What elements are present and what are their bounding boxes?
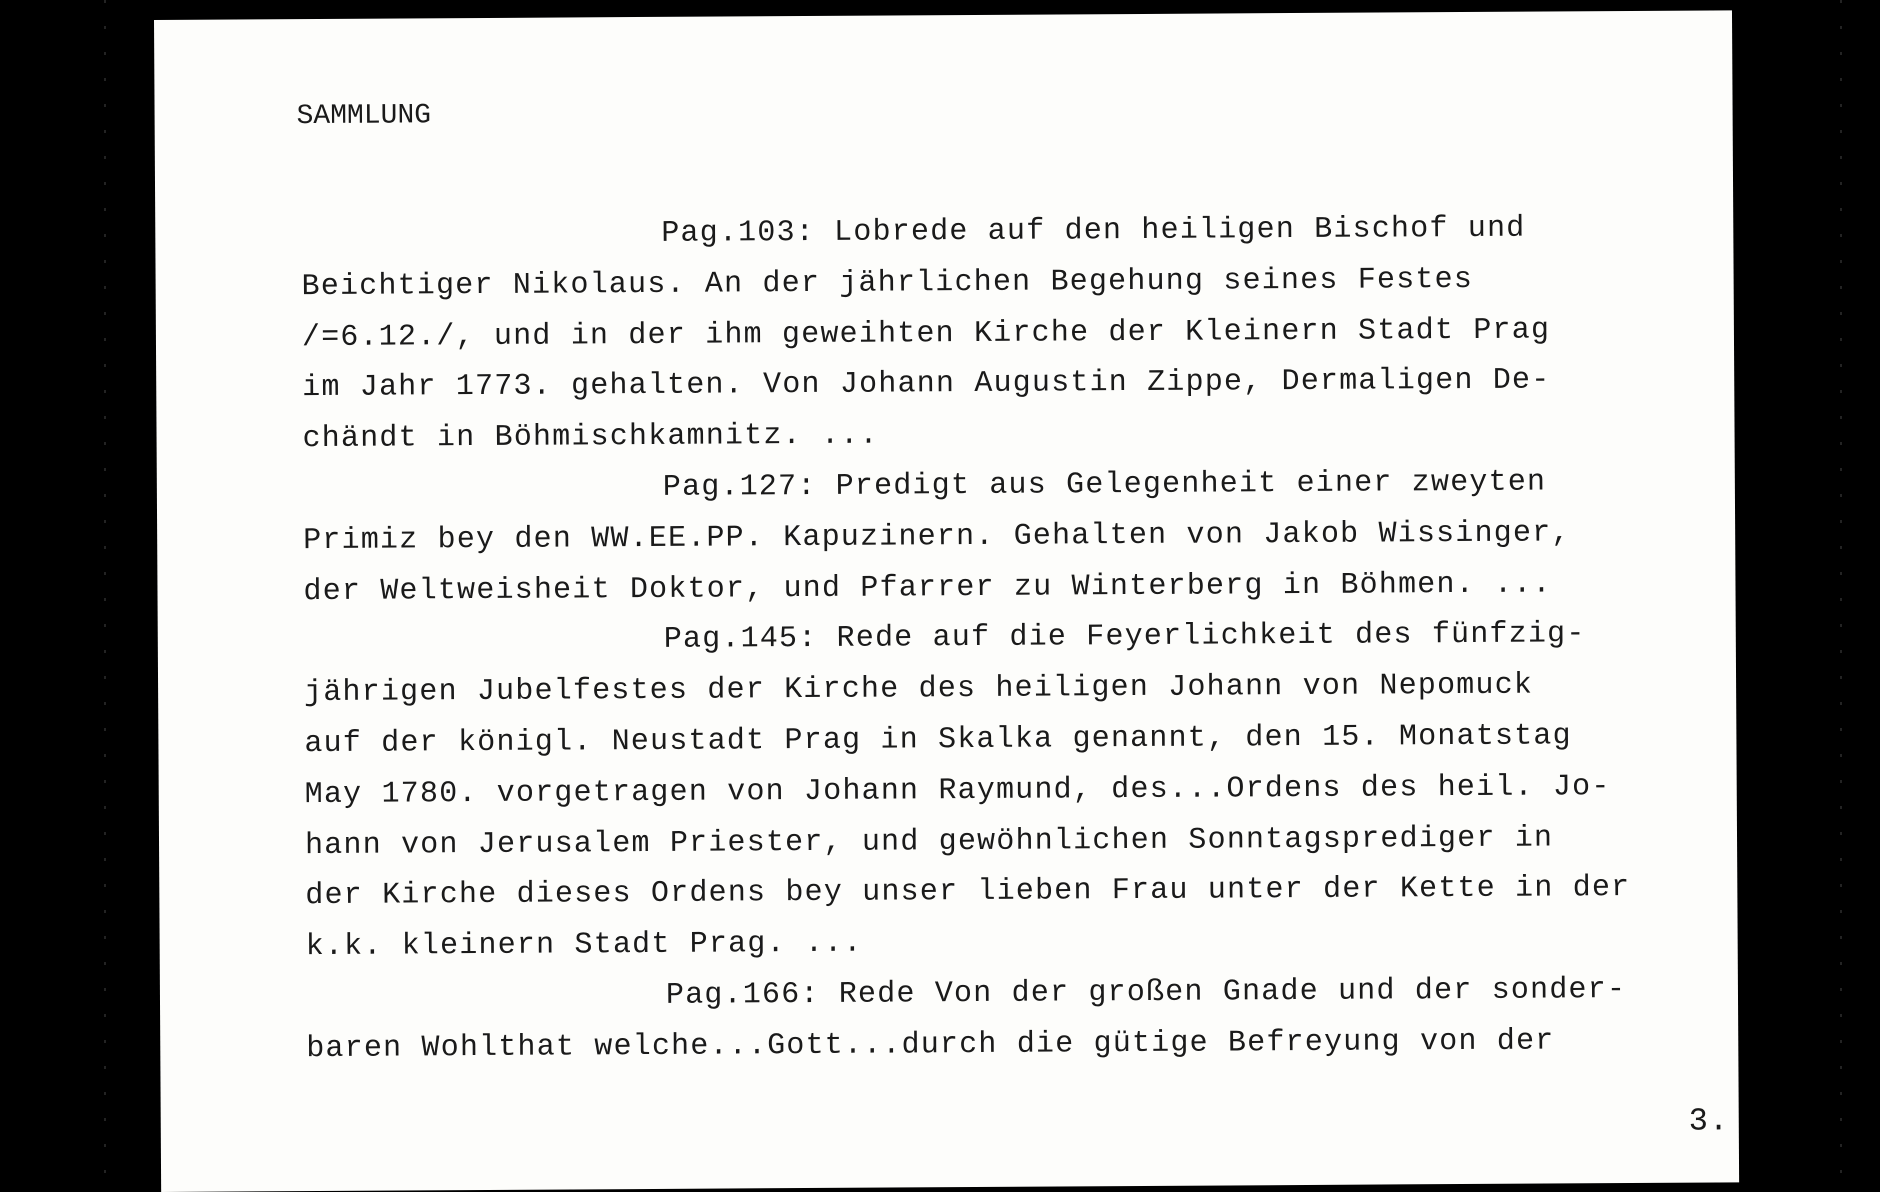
left-edge-dots [104, 0, 106, 1192]
text-line: chändt in Böhmischkamnitz. ... [302, 418, 879, 457]
text-line: /=6.12./, und in der ihm geweihten Kirche der Kleinern Stadt Prag [301, 313, 1551, 355]
text-line: auf der königl. Neustadt Prag in Skalka genannt, den 15. Monatstag [304, 719, 1572, 762]
text-line: Pag.103: Lobrede auf den heiligen Bischof und [661, 211, 1526, 251]
text-line: hann von Jerusalem Priester, und gewöhnlichen Sonntagsprediger in [304, 821, 1554, 863]
text-line: der Kirche dieses Ordens bey unser lieben Frau unter der Kette in der [305, 871, 1631, 914]
text-line: Primiz bey den WW.EE.PP. Kapuzinern. Gehalten von Jakob Wissinger, [303, 516, 1571, 558]
index-card [154, 10, 1739, 1192]
page-number: 3. [1688, 1102, 1730, 1140]
text-line: Pag.127: Predigt aus Gelegenheit einer zweyten [662, 465, 1547, 505]
text-line: Beichtiger Nikolaus. An der jährlichen Begehung seines Festes [301, 262, 1474, 304]
text-line: der Weltweisheit Doktor, und Pfarrer zu Winterberg in Böhmen. ... [303, 567, 1552, 609]
text-line: baren Wohlthat welche...Gott...durch die gütige Befreyung von der [306, 1024, 1555, 1066]
card-heading: SAMMLUNG [296, 100, 432, 133]
text-line: k.k. kleinern Stadt Prag. ... [305, 926, 863, 965]
text-line: May 1780. vorgetragen von Johann Raymund, des...Ordens des heil. Jo- [304, 769, 1611, 812]
text-line: Pag.166: Rede Von der großen Gnade und der sonder- [665, 972, 1627, 1013]
right-edge-dots [1840, 0, 1842, 1192]
card-body [301, 202, 1726, 1074]
text-line: im Jahr 1773. gehalten. Von Johann Augustin Zippe, Dermaligen De- [302, 363, 1551, 406]
text-line: jährigen Jubelfestes der Kirche des heiligen Johann von Nepomuck [304, 668, 1534, 711]
text-line: Pag.145: Rede auf die Feyerlichkeit des fünfzig- [663, 617, 1586, 658]
